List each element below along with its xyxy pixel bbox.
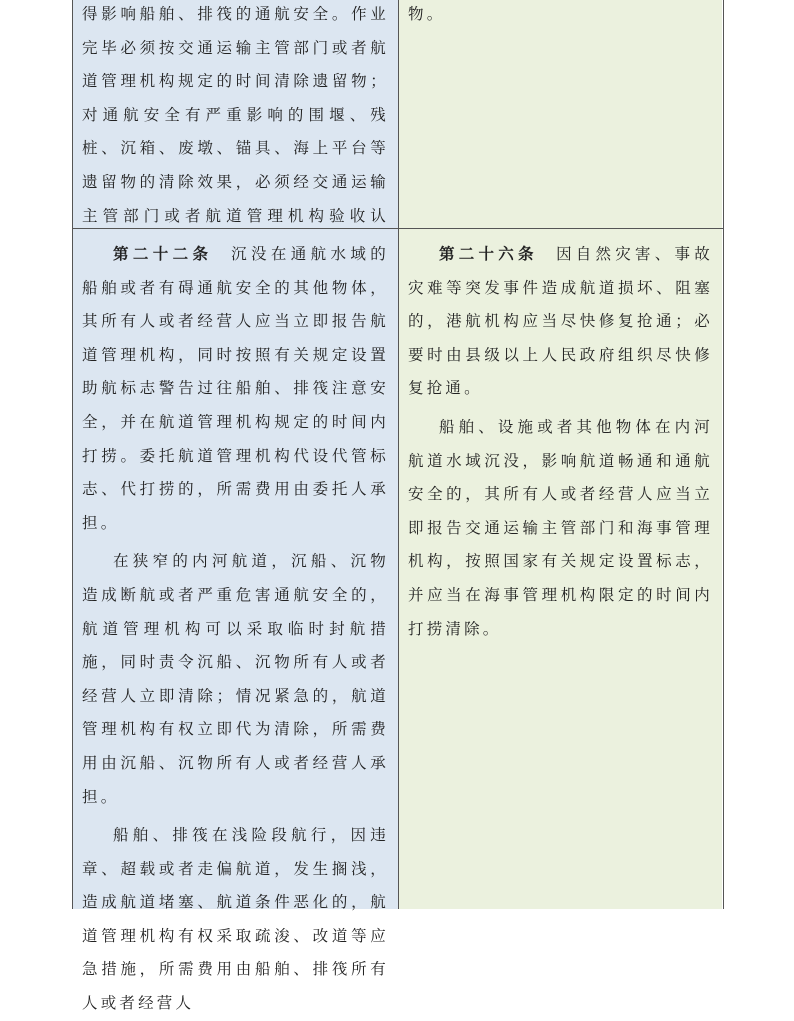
column-divider	[398, 0, 399, 909]
article-22-paragraph-3: 船舶、排筏在浅险段航行，因违章、超载或者走偏航道，发生搁浅，造成航道堵塞、航道条件恶化的，航道管理机构有权采取疏浚、改道等应急措施，所需费用由船舶、排筏所有人或者经营人	[82, 826, 389, 1013]
article-22-title: 第二十二条	[113, 244, 213, 263]
row1-left-cell	[73, 0, 398, 228]
row1-right-paragraph: 物。	[408, 5, 446, 23]
comparison-table	[72, 0, 724, 1013]
row1-right-cell	[399, 0, 722, 228]
article-26-paragraph-1	[408, 237, 713, 406]
row2-left-cell	[73, 229, 398, 1013]
article-22-paragraph-1	[82, 237, 389, 540]
article-26-paragraph-2: 船舶、设施或者其他物体在内河航道水域沉没，影响航道畅通和通航安全的，其所有人或者经营人应当立即报告交通运输主管部门和海事管理机构，按照国家有关规定设置标志，并应当在海事管理机构限定的时间内打捞清除。	[408, 417, 713, 638]
article-26-text-1: 因自然灾害、事故灾难等突发事件造成航道损坏、阻塞的，港航机构应当尽快修复抢通；必要时由县级以上人民政府组织尽快修复抢通。	[408, 245, 713, 398]
article-22-text-1: 沉没在通航水域的船舶或者有碍通航安全的其他物体，其所有人或者经营人应当立即报告航道管理机构，同时按照有关规定设置助航标志警告过往船舶、排筏注意安全，并在航道管理机构规定的时间内打捞。委托航道管理机构代设代管标志、代打捞的，所需费用由委托人承担。	[82, 245, 389, 532]
article-22-paragraph-2: 在狭窄的内河航道，沉船、沉物造成断航或者严重危害通航安全的，航道管理机构可以采取临时封航措施，同时责令沉船、沉物所有人或者经营人立即清除；情况紧急的，航道管理机构有权立即代为清除，所需费用由沉船、沉物所有人或者经营人承担。	[82, 552, 389, 806]
article-26-title: 第二十六条	[439, 244, 538, 263]
row1-left-paragraph: 得影响船舶、排筏的通航安全。作业完毕必须按交通运输主管部门或者航道管理机构规定的时间清除遗留物；对通航安全有严重影响的围堰、残桩、沉箱、废墩、锚具、海上平台等遗留物的清除效果，必须经交通运输主管部门或者航道管理机构验收认	[82, 5, 389, 225]
row2-right-cell	[399, 229, 722, 909]
